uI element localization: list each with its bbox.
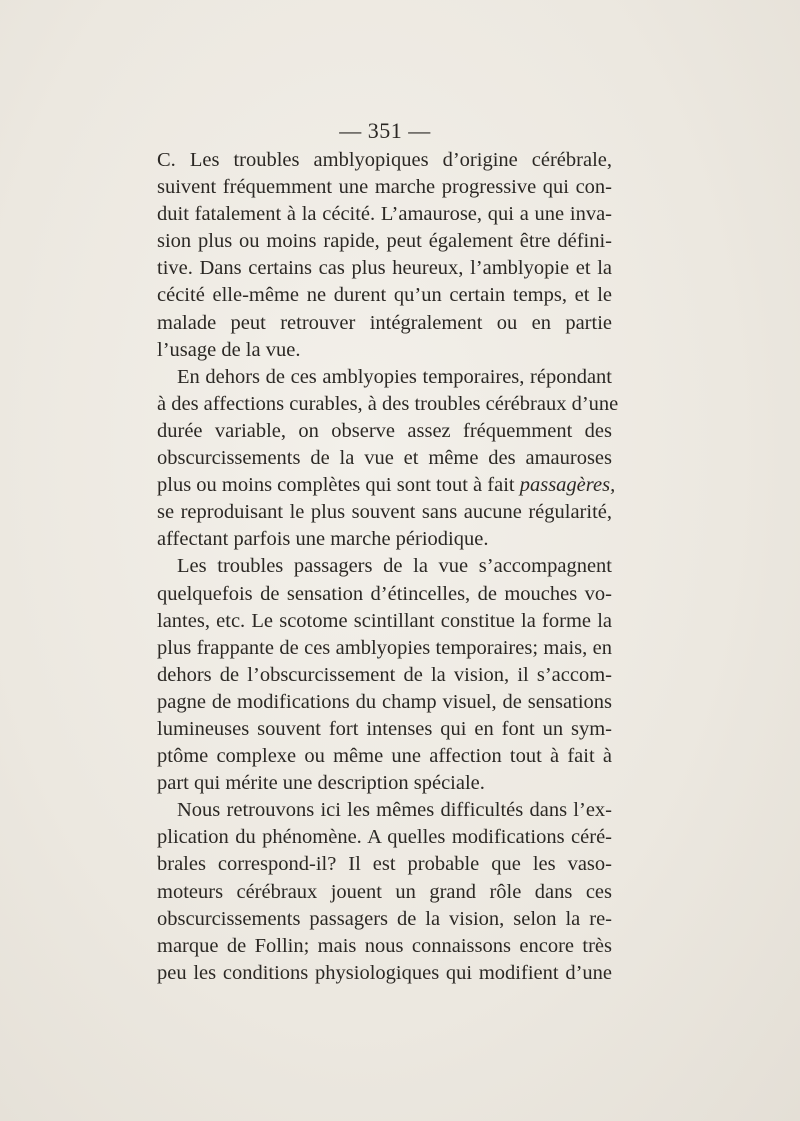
text-line: durée variable, on observe assez fréquemment des [157,419,612,442]
text-line: sion plus ou moins rapide, peut également être défini- [157,230,612,253]
text-line: cécité elle-même ne durent qu’un certain temps, et le [157,284,612,307]
text-line: C. Les troubles amblyopiques d’origine cérébrale, [157,149,612,171]
text-line-part: plus ou moins complètes qui sont tout à fait [157,474,515,497]
text-line: suivent fréquemment une marche progressive qui con- [157,176,612,199]
text-line: se reproduisant le plus souvent sans aucune régularité, [157,501,612,524]
text-line [157,472,616,499]
text-line: lantes, etc. Le scotome scintillant constitue la forme la [157,609,612,632]
text-line: dehors de l’obscurcissement de la vision, il s’accom- [157,663,612,686]
text-line: lumineuses souvent fort intenses qui en font un sym- [157,717,612,740]
text-line: peu les conditions physiologiques qui modifient d’une [157,961,612,984]
text-line: affectant parfois une marche périodique. [157,528,489,551]
text-line: Nous retrouvons ici les mêmes difficultés dans l’ex- [177,799,612,822]
text-line: tive. Dans certains cas plus heureux, l’amblyopie et la [157,257,612,280]
text-line: part qui mérite une description spéciale. [157,772,485,795]
text-line: obscurcissements passagers de la vision, selon la re- [157,907,612,930]
text-line: à des affections curables, à des troubles cérébraux d’une [157,392,619,415]
text-line: plus frappante de ces amblyopies temporaires; mais, en [157,636,612,659]
text-line: En dehors de ces amblyopies temporaires, répondant [177,365,612,388]
text-line: brales correspond-il? Il est probable que les vaso- [157,853,612,876]
text-line: Les troubles passagers de la vue s’accompagnent [177,555,612,578]
text-line: malade peut retrouver intégralement ou en partie [157,311,612,334]
text-line: ptôme complexe ou même une affection tout à fait à [157,745,612,768]
text-line: obscurcissements de la vue et même des amauroses [157,447,612,470]
text-line: marque de Follin; mais nous connaissons encore très [157,934,612,957]
text-line: l’usage de la vue. [157,338,301,361]
text-line: plication du phénomène. A quelles modifications céré- [157,826,612,849]
text-line: pagne de modifications du champ visuel, de sensations [157,690,612,713]
text-line: duit fatalement à la cécité. L’amaurose, qui a une inva- [157,203,612,226]
emphasized-word: passagères, [519,474,616,497]
page-number: — 351 — [339,118,431,143]
text-line: quelquefois de sensation d’étincelles, de mouches vo- [157,582,612,605]
body-text [157,147,619,987]
text-line: moteurs cérébraux jouent un grand rôle dans ces [157,880,612,903]
